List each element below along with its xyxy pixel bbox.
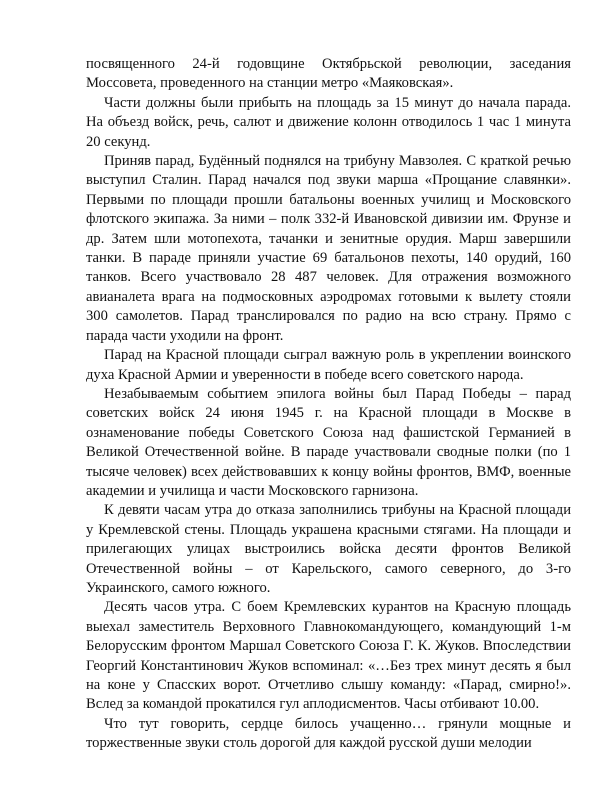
paragraph-5: Незабываемым событием эпилога войны был Парад Победы – парад советских войск 24 июня 1945 г. на Красной площади в Москве в ознаменование победы Советского Союза над фашистской Германией в Великой Отечественной войне. В параде участвовали сводные полки (по 1 тысяче человек) всех действовавших к концу войны фронтов, ВМФ, военные академии и училища и части Московского гарнизона. xyxy=(86,385,571,499)
paragraph-4: Парад на Красной площади сыграл важную роль в укреплении воинского духа Красной Армии и уверенности в победе всего советского народа. xyxy=(86,347,571,383)
paragraph-2: Части должны были прибыть на площадь за 15 минут до начала парада. На объезд войск, речь, салют и движение колонн отводилось 1 час 1 минута 20 секунд. xyxy=(86,94,571,150)
paragraph-7: Десять часов утра. С боем Кремлевских курантов на Красную площадь выехал заместитель Верховного Главнокомандующего, командующий 1-м Белорусским фронтом Маршал Советского Союза Г. К. Жуков. Впоследствии Георгий Константинович Жуков вспоминал: «…Без трех минут десять я был на коне у Спасских ворот. Отчетливо слышу команду: «Парад, смирно!». Вслед за командой прокатился гул аплодисментов. Часы отбивают 10.00. xyxy=(86,599,571,713)
paragraph-8: Что тут говорить, сердце билось учащенно… грянули мощные и торжественные звуки столь дорогой для каждой русской души мелодии xyxy=(86,715,571,752)
paragraph-1: посвященного 24-й годовщине Октябрьской революции, заседания Моссовета, проведенного на станции метро «Маяковская». xyxy=(86,56,571,92)
paragraph-6: К девяти часам утра до отказа заполнились трибуны на Красной площади у Кремлевской стены. Площадь украшена красными стягами. На площади и прилегающих улицах выстроились войска десяти фронтов Великой Отечественной войны – от Карельского, самого северного, до 3-го Украинского, самого южного. xyxy=(86,502,571,596)
document-page xyxy=(86,55,571,754)
paragraph-3: Приняв парад, Будённый поднялся на трибуну Мавзолея. С краткой речью выступил Сталин. Парад начался под звуки марша «Прощание славянки». Первыми по площади прошли батальоны военных училищ и Московского флотского экипажа. За ними – полк 332-й Ивановской дивизии им. Фрунзе и др. Затем шли мотопехота, тачанки и зенитные орудия. Марш завершили танки. В параде приняли участие 69 батальонов пехоты, 140 орудий, 160 танков. Всего участвовало 28 487 человек. Для отражения возможного авианалета врага на подмосковных аэродромах готовыми к вылету стояли 300 самолетов. Парад транслировался по радио на всю страну. Прямо с парада части уходили на фронт. xyxy=(86,153,571,344)
